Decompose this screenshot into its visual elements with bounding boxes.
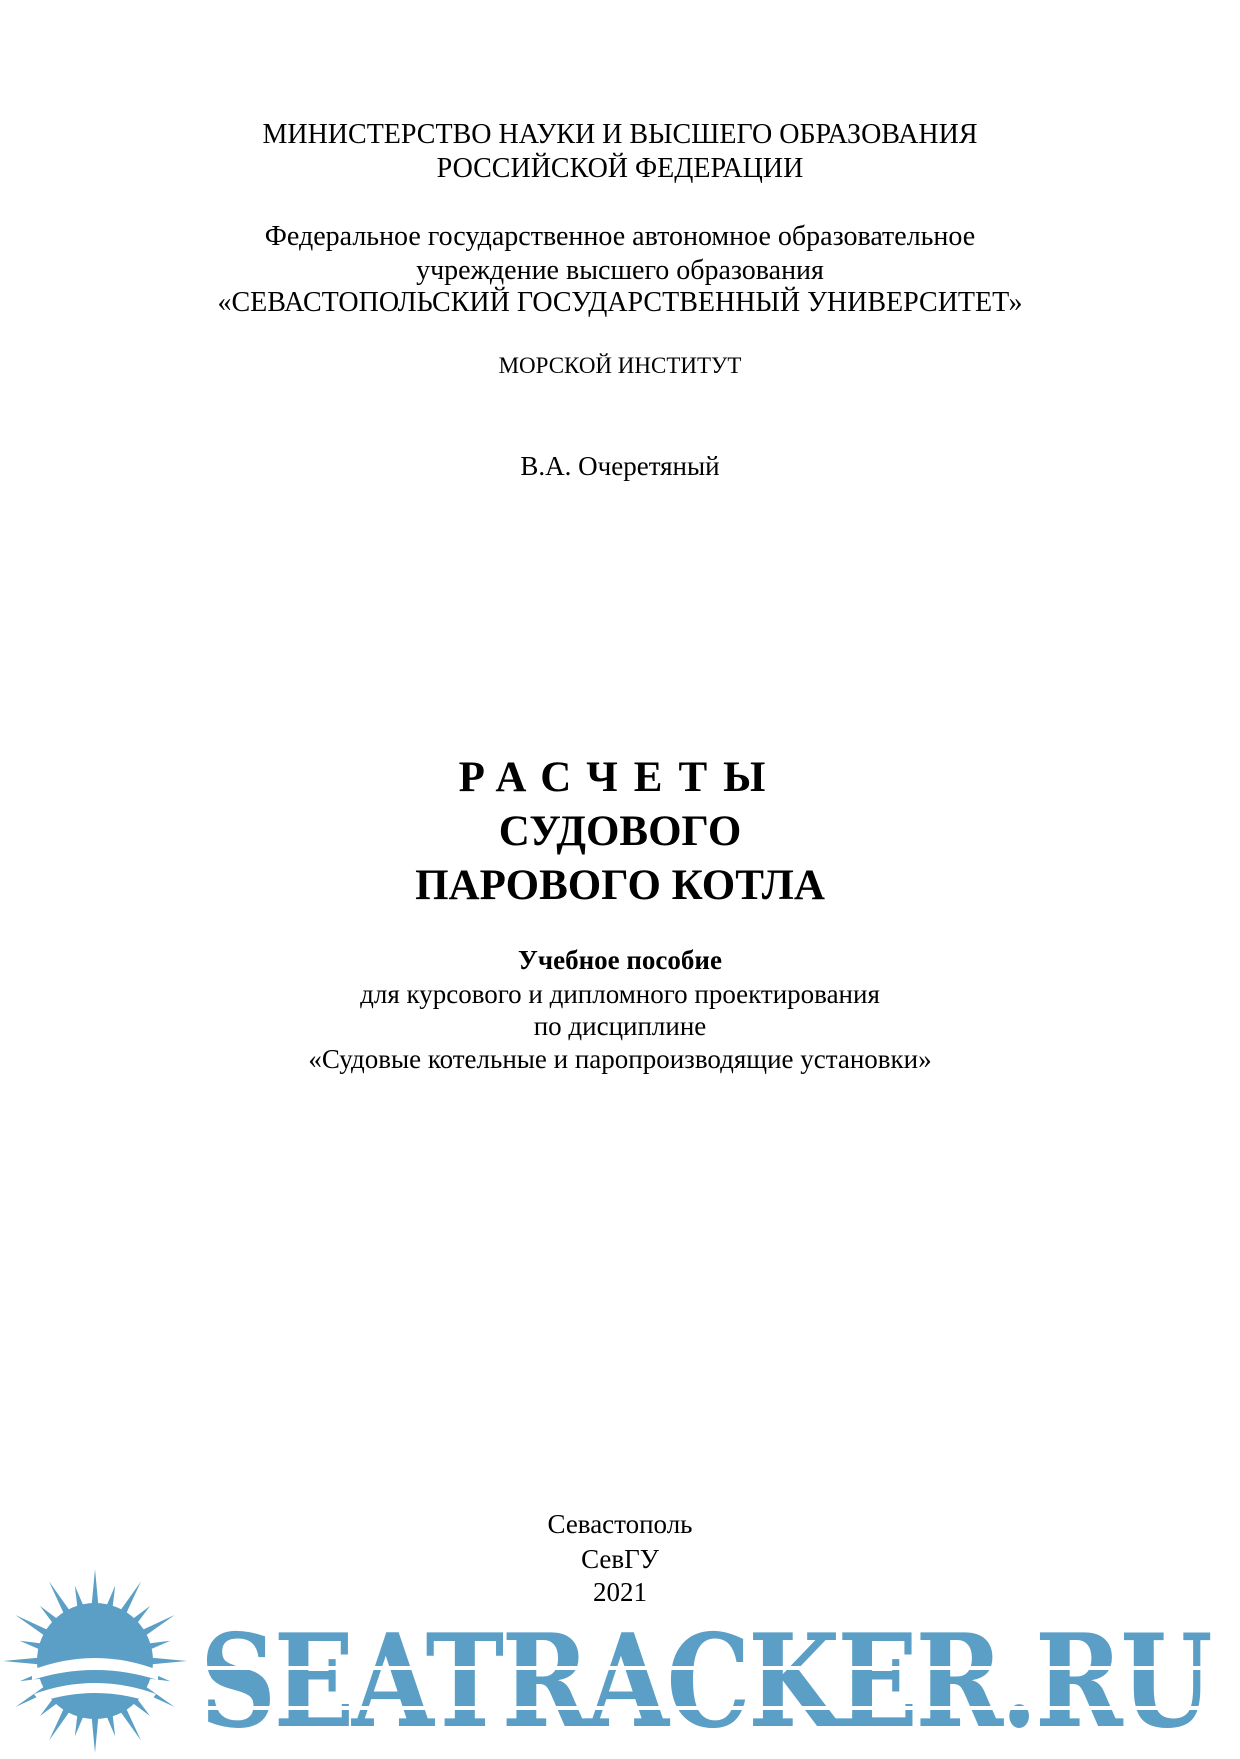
subtitle-line-4: «Судовые котельные и паропроизводящие установки» xyxy=(308,1044,932,1074)
watermark-logo xyxy=(0,1568,1240,1754)
footer-year: 2021 xyxy=(593,1577,647,1607)
sun-icon xyxy=(3,1569,187,1753)
title-line-3: ПАРОВОГО КОТЛА xyxy=(415,862,825,909)
watermark-text: SEATRACKER.RU xyxy=(200,1607,1211,1754)
institute-name: МОРСКОЙ ИНСТИТУТ xyxy=(498,353,742,378)
title-line-2: СУДОВОГО xyxy=(498,808,742,855)
title-line-1: РАСЧЕТЫ xyxy=(458,754,782,801)
subtitle-line-3: по дисциплине xyxy=(533,1011,707,1041)
ministry-line-1: МИНИСТЕРСТВО НАУКИ И ВЫСШЕГО ОБРАЗОВАНИЯ xyxy=(262,119,978,150)
footer-publisher: СевГУ xyxy=(581,1544,659,1574)
ministry-line-2: РОССИЙСКОЙ ФЕДЕРАЦИИ xyxy=(436,153,804,184)
author-name: В.А. Очеретяный xyxy=(520,451,720,481)
watermark-svg xyxy=(0,1568,1240,1754)
footer-city: Севастополь xyxy=(547,1509,693,1539)
publication-type: Учебное пособие xyxy=(518,945,722,975)
institution-line-1: Федеральное государственное автономное образовательное xyxy=(264,221,976,252)
subtitle-line-2: для курсового и дипломного проектирования xyxy=(360,979,880,1009)
institution-line-3: «СЕВАСТОПОЛЬСКИЙ ГОСУДАРСТВЕННЫЙ УНИВЕРСИТЕТ» xyxy=(217,287,1023,318)
institution-line-2: учреждение высшего образования xyxy=(416,255,824,286)
